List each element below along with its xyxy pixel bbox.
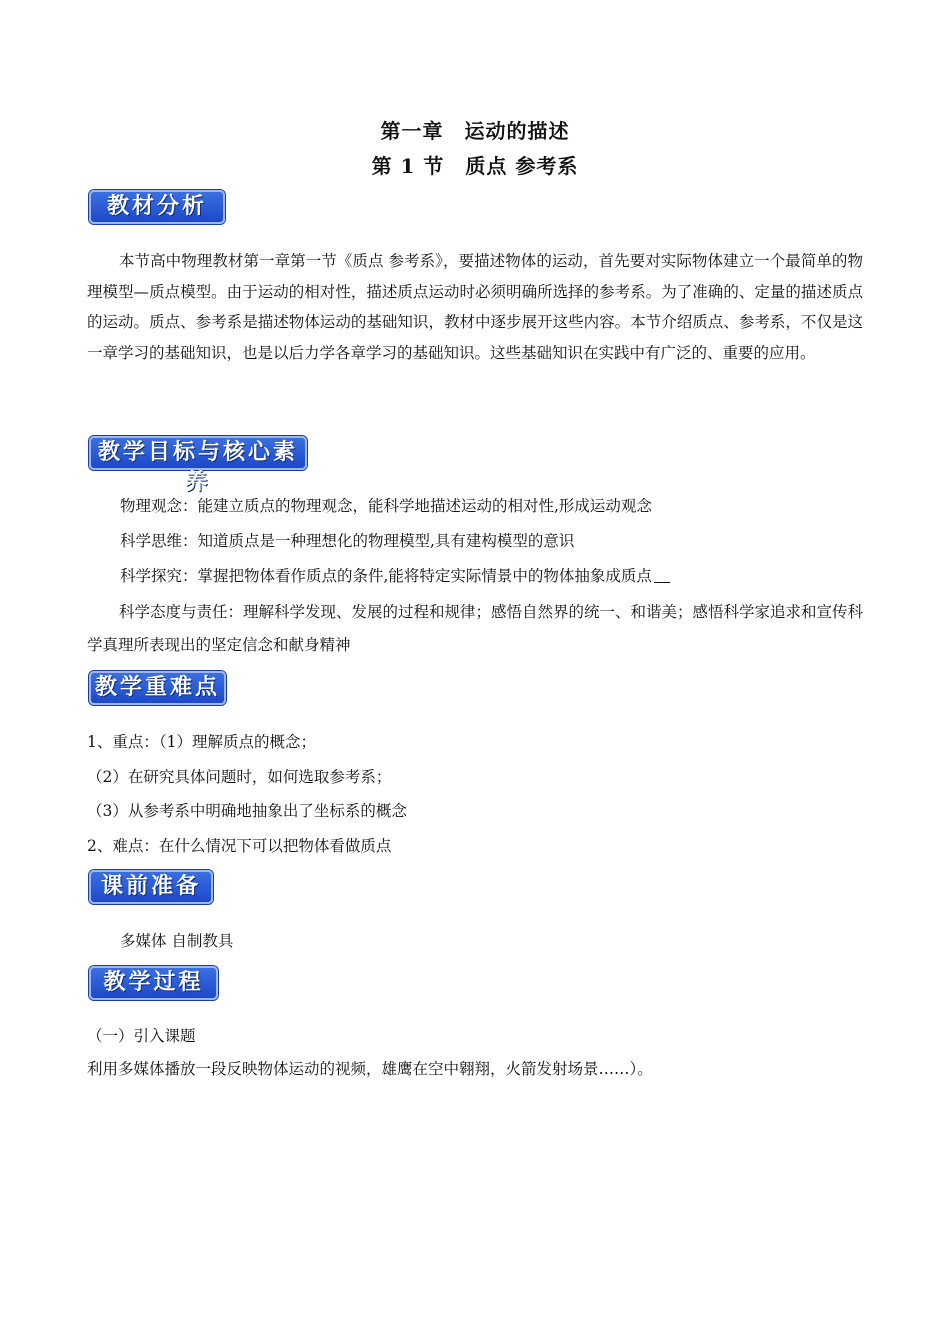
badge-textbook-analysis: 教材分析: [89, 190, 225, 224]
process-heading: （一）引入课题: [87, 1027, 196, 1045]
analysis-paragraph: 本节高中物理教材第一章第一节《质点 参考系》，要描述物体的运动，首先要对实际物体建立一个最简单的物理模型—质点模型。由于运动的相对性，描述质点运动时必须明确所选择的参考系。为了准确的、定量的描述质点的运动。质点、参考系是描述物体运动的基础知识，教材中逐步展开这些内容。本节介绍质点、参考系，不仅是这一章学习的基础知识，也是以后力学各章学习的基础知识。这些基础知识在实践中有广泛的、重要的应用。: [87, 252, 863, 363]
goal-scientific-attitude: 科学态度与责任：理解科学发现、发展的过程和规律；感悟自然界的统一、和谐美；感悟科学家追求和宣传科学真理所表现出的坚定信念和献身精神: [87, 603, 864, 654]
goal-scientific-inquiry: [120, 566, 670, 586]
goal-scientific-thinking: 科学思维：知道质点是一种理想化的物理模型,具有建构模型的意识: [120, 532, 575, 550]
blank-mark: [654, 572, 670, 583]
keypoint-item: （3）从参考系中明确地抽象出了坐标系的概念: [87, 802, 407, 820]
keypoint-item: 1、重点：（1）理解质点的概念；: [87, 733, 316, 751]
section-title: 第 1 节 质点 参考系: [371, 154, 579, 178]
goal-physics-concept: 物理观念：能建立质点的物理观念，能科学地描述运动的相对性,形成运动观念: [120, 497, 652, 515]
preparation-text: 多媒体 自制教具: [120, 932, 234, 950]
badge-key-points: 教学重难点: [89, 671, 226, 705]
badge-preparation: 课前准备: [89, 870, 213, 904]
chapter-title: 第一章 运动的描述: [380, 119, 570, 143]
difficulty-item: 2、难点：在什么情况下可以把物体看做质点: [87, 837, 392, 855]
keypoint-item: （2）在研究具体问题时，如何选取参考系；: [87, 768, 392, 786]
badge-teaching-goals: 教学目标与核心素养: [89, 436, 307, 470]
goal-inquiry-text: 科学探究：掌握把物体看作质点的条件,能将特定实际情景中的物体抽象成质点: [120, 567, 652, 585]
process-text: 利用多媒体播放一段反映物体运动的视频，雄鹰在空中翱翔，火箭发射场景……）。: [87, 1060, 653, 1078]
badge-teaching-process: 教学过程: [89, 966, 218, 1000]
